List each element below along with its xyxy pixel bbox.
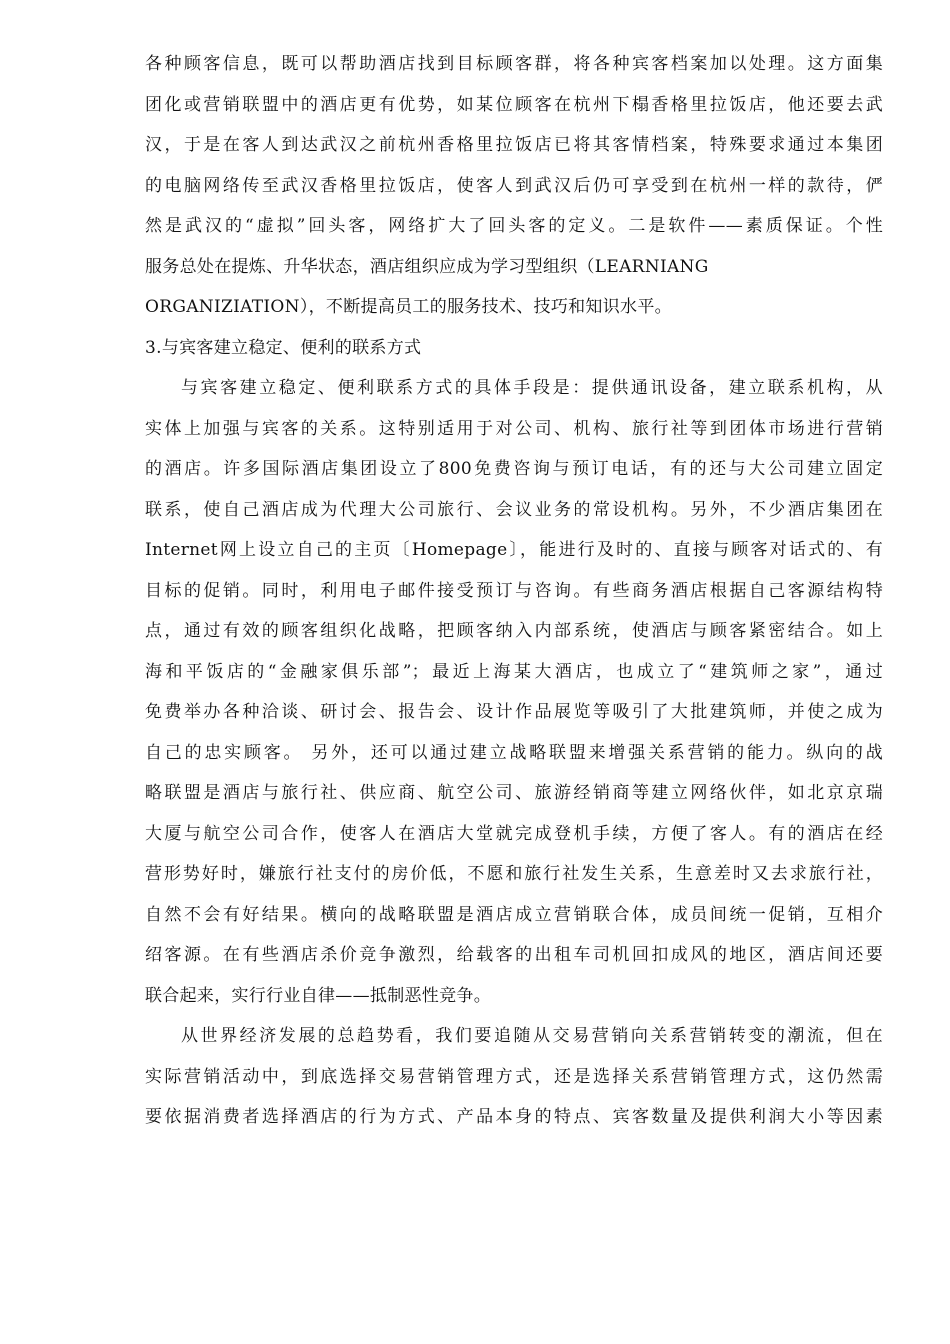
text-line: ORGANIZIATION），不断提高员工的服务技术、技巧和知识水平。 (145, 297, 672, 317)
section-heading: 3.与宾客建立稳定、便利的联系方式 (145, 337, 422, 358)
text-line: 联合起来，实行行业自律——抵制恶性竞争。 (145, 985, 491, 1006)
text-line: 实际营销活动中，到底选择交易营销管理方式，还是选择关系营销管理方式，这仍然需 (145, 1066, 883, 1087)
text-line: 自己的忠实顾客。 另外，还可以通过建立战略联盟来增强关系营销的能力。纵向的战 (145, 742, 883, 763)
document-body (145, 44, 883, 1138)
text-line: 绍客源。在有些酒店杀价竞争激烈，给载客的出租车司机回扣成风的地区，酒店间还要 (145, 945, 883, 965)
text-line: 与宾客建立稳定、便利联系方式的具体手段是：提供通讯设备，建立联系机构，从 (181, 378, 883, 398)
text-line: 从世界经济发展的总趋势看，我们要追随从交易营销向关系营销转变的潮流，但在 (181, 1026, 883, 1046)
text-line: 联系，使自己酒店成为代理大公司旅行、会议业务的常设机构。另外，不少酒店集团在 (145, 499, 883, 520)
text-line: 大厦与航空公司合作，使客人在酒店大堂就完成登机手续，方便了客人。有的酒店在经 (145, 823, 883, 844)
text-line: 点，通过有效的顾客组织化战略，把顾客纳入内部系统，使酒店与顾客紧密结合。如上 (145, 621, 883, 641)
text-line: 汉，于是在客人到达武汉之前杭州香格里拉饭店已将其客情档案，特殊要求通过本集团 (145, 135, 883, 155)
text-line: 的电脑网络传至武汉香格里拉饭店，使客人到武汉后仍可享受到在杭州一样的款待，俨 (145, 175, 883, 196)
text-line: 然是武汉的“虚拟”回头客，网络扩大了回头客的定义。二是软件——素质保证。个性 (145, 216, 883, 236)
text-line: 要依据消费者选择酒店的行为方式、产品本身的特点、宾客数量及提供利润大小等因素 (145, 1107, 883, 1127)
text-line: 略联盟是酒店与旅行社、供应商、航空公司、旅游经销商等建立网络伙伴，如北京京瑞 (145, 783, 883, 803)
text-line: 的酒店。许多国际酒店集团设立了800免费咨询与预订电话，有的还与大公司建立固定 (145, 459, 883, 479)
text-line: 服务总处在提炼、升华状态，酒店组织应成为学习型组织（LEARNIANG (145, 256, 709, 277)
text-line: 目标的促销。同时，利用电子邮件接受预订与咨询。有些商务酒店根据自己客源结构特 (145, 580, 883, 601)
text-line: 营形势好时，嫌旅行社支付的房价低，不愿和旅行社发生关系，生意差时又去求旅行社， (145, 864, 883, 884)
text-line: 免费举办各种洽谈、研讨会、报告会、设计作品展览等吸引了大批建筑师，并使之成为 (145, 702, 883, 722)
text-line: Internet网上设立自己的主页〔Homepage〕，能进行及时的、直接与顾客对话式的、有 (145, 540, 883, 560)
text-line: 海和平饭店的“金融家俱乐部”；最近上海某大酒店，也成立了“建筑师之家”，通过 (145, 661, 883, 682)
text-line: 自然不会有好结果。横向的战略联盟是酒店成立营销联合体，成员间统一促销，互相介 (145, 904, 883, 925)
text-line: 各种顾客信息，既可以帮助酒店找到目标顾客群，将各种宾客档案加以处理。这方面集 (145, 54, 883, 74)
text-line: 实体上加强与宾客的关系。这特别适用于对公司、机构、旅行社等到团体市场进行营销 (145, 418, 883, 439)
text-line: 团化或营销联盟中的酒店更有优势，如某位顾客在杭州下榻香格里拉饭店，他还要去武 (145, 94, 883, 115)
